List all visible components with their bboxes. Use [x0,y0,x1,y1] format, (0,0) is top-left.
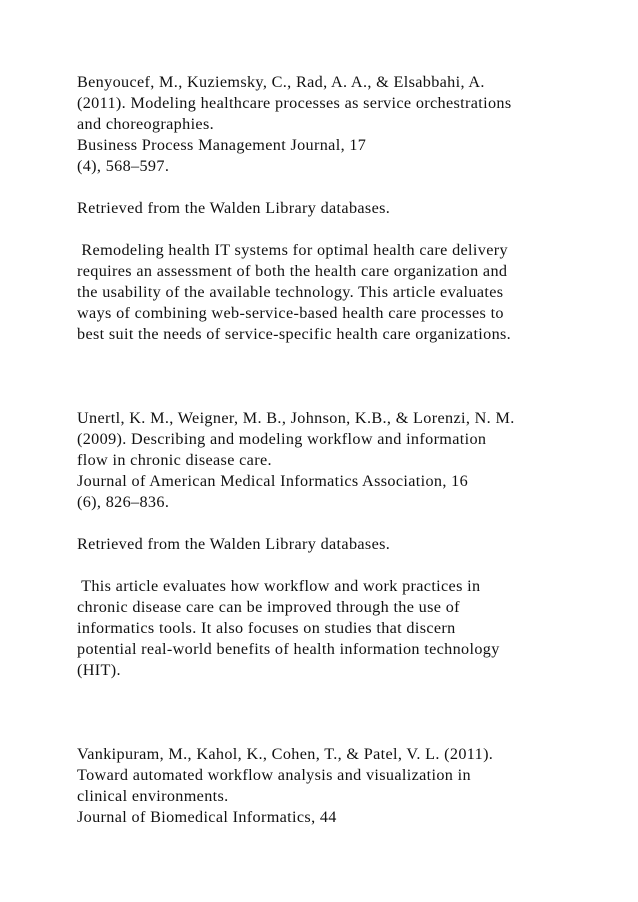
reference-list [77,72,577,828]
citation-line: (2009). Describing and modeling workflow and information [77,430,487,448]
annotation-line: potential real-world benefits of health information technology [77,640,500,658]
reference-entry [77,72,577,345]
citation-line: (6), 826–836. [77,493,170,511]
spacer [77,513,577,534]
citation-line: (2011). Modeling healthcare processes as service orchestrations [77,94,512,112]
annotation-line: best suit the needs of service-specific health care organizations. [77,325,512,343]
citation-line: Benyoucef, M., Kuziemsky, C., Rad, A. A., & Elsabbahi, A. [77,73,485,91]
retrieved-note: Retrieved from the Walden Library databases. [77,199,391,217]
spacer [77,345,577,408]
citation [77,744,577,828]
annotation-line: the usability of the available technology. This article evaluates [77,283,504,301]
annotation-line: This article evaluates how workflow and work practices in [77,577,481,595]
spacer [77,681,577,744]
citation-line: Journal of Biomedical Informatics, 44 [77,808,337,826]
citation-line: clinical environments. [77,787,229,805]
citation-line: Business Process Management Journal, 17 [77,136,367,154]
annotation-line: Remodeling health IT systems for optimal health care delivery [77,241,508,259]
citation [77,72,577,177]
spacer [77,177,577,198]
citation-line: and choreographies. [77,115,214,133]
annotation [77,240,577,345]
reference-entry [77,408,577,681]
citation [77,408,577,513]
annotation-line: chronic disease care can be improved through the use of [77,598,460,616]
annotation-line: ways of combining web-service-based health care processes to [77,304,504,322]
annotation-line: informatics tools. It also focuses on studies that discern [77,619,456,637]
reference-entry [77,744,577,828]
annotation-line: (HIT). [77,661,121,679]
retrieved-note: Retrieved from the Walden Library databases. [77,535,391,553]
spacer [77,219,577,240]
annotation [77,576,577,681]
citation-line: Journal of American Medical Informatics Association, 16 [77,472,469,490]
annotation-line: requires an assessment of both the health care organization and [77,262,508,280]
citation-line: (4), 568–597. [77,157,170,175]
spacer [77,555,577,576]
citation-line: flow in chronic disease care. [77,451,272,469]
citation-line: Unertl, K. M., Weigner, M. B., Johnson, K.B., & Lorenzi, N. M. [77,409,515,427]
citation-line: Vankipuram, M., Kahol, K., Cohen, T., & Patel, V. L. (2011). [77,745,494,763]
citation-line: Toward automated workflow analysis and visualization in [77,766,471,784]
